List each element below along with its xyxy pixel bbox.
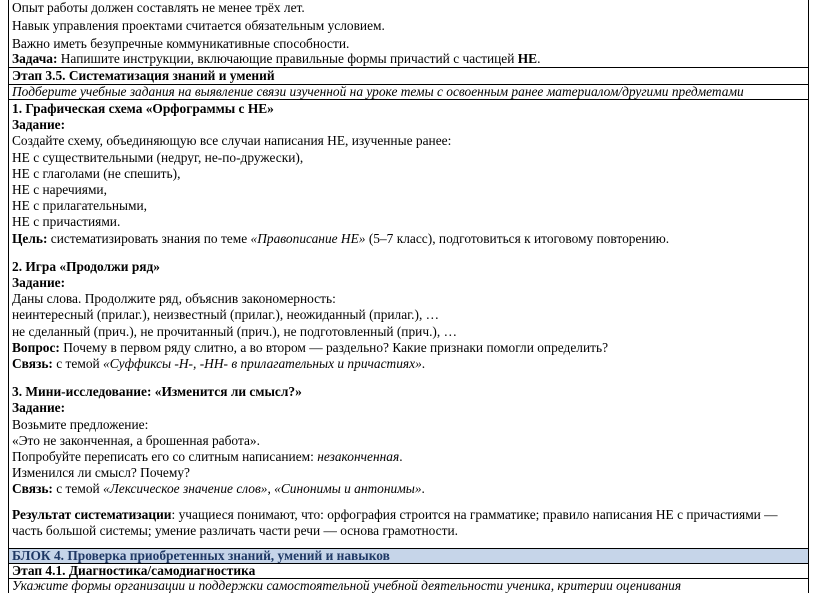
stage-4-1-subtitle: Укажите формы организации и поддержки самостоятельной учебной деятельности ученика, критерии оценивания [12,578,682,593]
item-2-line: Даны слова. Продолжите ряд, объяснив закономерность: [12,291,336,307]
stage-3-5-title-row [8,68,809,84]
link-text: с темой [52,481,104,497]
intro-line-2: Навык управления проектами считается обязательным условием. [12,18,385,33]
item-1-line: НЕ с причастиями. [12,214,121,230]
item-2-heading: 2. Игра «Продолжи ряд» [12,258,160,274]
item-1-goal [12,231,805,247]
task-bold-ne: НЕ [517,51,538,66]
result-line-1 [12,507,805,523]
link-topic: «Суффиксы -Н-, -НН- в прилагательных и причастиях» [103,356,422,372]
item-3-link [12,481,805,497]
task-text: Напишите инструкции, включающие правильные формы причастий с частицей [57,51,518,66]
spacer [12,372,805,384]
item-3-line: Изменился ли смысл? Почему? [12,465,190,481]
stage-3-5-subtitle: Подберите учебные задания на выявление связи изученной на уроке темы с освоенным ранее материалом/другими предметами [12,84,744,99]
item-3-task-label: Задание: [12,400,66,416]
item-3-line [12,449,805,465]
spacer [12,247,805,259]
item-1-line: Создайте схему, объединяющую все случаи написания НЕ, изученные ранее: [12,133,452,149]
intro-task-line [12,51,805,67]
result-text-1: : учащиеся понимают, что: орфография строится на грамматике; правило написания НЕ с причастиями — [171,506,778,522]
link-label: Связь: [12,356,53,372]
item-1-line: НЕ с наречиями, [12,182,107,198]
item-1-task-label: Задание: [12,117,66,133]
line3-text: Попробуйте переписать его со слитным написанием: [12,449,318,465]
link-topic-2: «Синонимы и антонимы» [274,481,422,497]
item-3-line: Возьмите предложение: [12,416,149,432]
line3-word: незаконченная [317,449,400,465]
link-topic-1: «Лексическое значение слов» [103,481,268,497]
item-3-line: «Это не законченная, а брошенная работа». [12,432,260,448]
result-label: Результат систематизации [12,506,172,522]
item-3-heading: 3. Мини-исследование: «Изменится ли смысл?» [12,384,302,400]
stage-3-5-subtitle-row [8,85,809,99]
spacer [12,498,805,507]
link-sep: , [267,481,275,497]
link-text: с темой [52,356,104,372]
goal-end: (5–7 класс), подготовиться к итоговому повторению. [365,230,670,246]
goal-topic: «Правописание НЕ» [250,230,366,246]
stage-4-1-title: Этап 4.1. Диагностика/самодиагностика [12,563,256,578]
goal-text: систематизировать знания по теме [47,230,251,246]
intro-line-3: Важно иметь безупречные коммуникативные способности. [12,36,350,51]
line3-end: . [399,449,403,465]
item-1-line: НЕ с глаголами (не спешить), [12,165,181,181]
block-4-title-row [8,549,809,563]
link-label: Связь: [12,481,53,497]
stage-4-1-subtitle-row [8,579,809,593]
item-1-heading: 1. Графическая схема «Орфограммы с НЕ» [12,101,274,116]
question-label: Вопрос: [12,339,60,355]
item-2-question [12,340,805,356]
stage-3-5-title: Этап 3.5. Систематизация знаний и умений [12,68,275,83]
item-1-line: НЕ с прилагательными, [12,198,147,214]
link-end: . [421,356,426,372]
item-1-line: НЕ с существительными (недруг, не-по-дружески), [12,149,304,165]
intro-line-1: Опыт работы должен составлять не менее трёх лет. [12,0,305,15]
result-line-2: часть большой системы; умение различать части речи — основа грамотности. [12,522,458,538]
systematization-content [8,100,809,548]
task-label: Задача: [12,51,58,66]
item-2-task-label: Задание: [12,275,66,291]
goal-label: Цель: [12,230,48,246]
item-2-line: неинтересный (прилаг.), неизвестный (прилаг.), неожиданный (прилаг.), … [12,307,440,323]
task-end: . [537,51,541,66]
intro-section [8,0,809,67]
item-2-link [12,356,805,372]
link-end: . [421,481,425,497]
stage-4-1-title-row [8,564,809,578]
block-4-title: БЛОК 4. Проверка приобретенных знаний, умений и навыков [12,548,390,563]
question-text: Почему в первом ряду слитно, а во втором — раздельно? Какие признаки помогли определить? [59,339,609,355]
item-2-line: не сделанный (прич.), не прочитанный (прич.), не подготовленный (прич.), … [12,323,457,339]
